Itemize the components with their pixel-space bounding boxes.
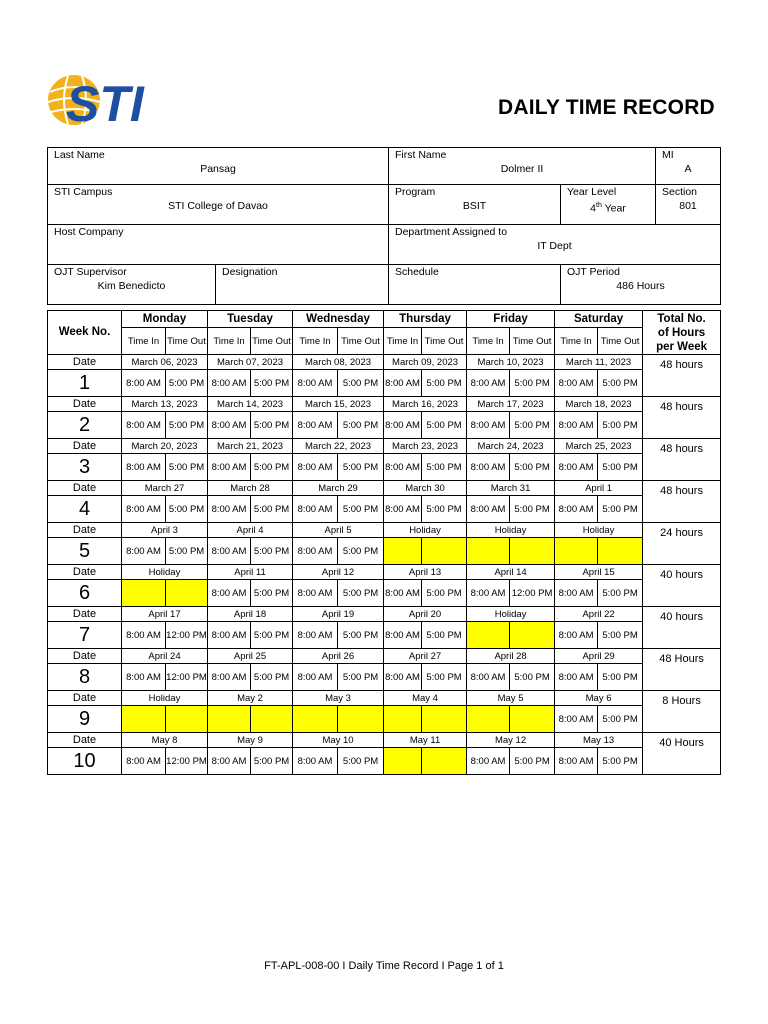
time-out-cell: 5:00 PM: [598, 454, 643, 481]
time-out-cell: 5:00 PM: [598, 370, 643, 397]
time-row: [48, 664, 721, 691]
date-cell: March 14, 2023: [208, 397, 293, 412]
section-label: Section: [662, 186, 698, 198]
time-in-cell: 8:00 AM: [555, 706, 598, 733]
year-level-word: Year: [601, 202, 626, 215]
week-total-hours: 40 hours: [643, 607, 721, 649]
time-out-cell: 5:00 PM: [510, 664, 555, 691]
time-in-cell: 8:00 AM: [293, 748, 338, 775]
day-header-wednesday: Wednesday: [293, 311, 384, 328]
day-header-saturday: Saturday: [555, 311, 643, 328]
time-out-cell: 5:00 PM: [422, 580, 467, 607]
time-out-cell: 5:00 PM: [338, 748, 384, 775]
date-cell: March 21, 2023: [208, 439, 293, 454]
date-cell: April 20: [384, 607, 467, 622]
date-cell: March 15, 2023: [293, 397, 384, 412]
date-cell: April 12: [293, 565, 384, 580]
time-in-cell: 8:00 AM: [555, 496, 598, 523]
time-in-cell: 8:00 AM: [208, 496, 251, 523]
time-in-cell: 8:00 AM: [555, 664, 598, 691]
week-number: 10: [48, 748, 122, 775]
date-cell: April 1: [555, 481, 643, 496]
date-cell: May 12: [467, 733, 555, 748]
date-cell: March 13, 2023: [122, 397, 208, 412]
no-work-cell: [384, 706, 422, 733]
time-out-cell: 5:00 PM: [166, 496, 208, 523]
section-cell: [656, 185, 721, 225]
no-work-cell: [422, 748, 467, 775]
time-in-cell: 8:00 AM: [293, 538, 338, 565]
week-number: 4: [48, 496, 122, 523]
time-out-cell: 5:00 PM: [598, 622, 643, 649]
last-name-cell: [48, 148, 389, 185]
date-cell: March 22, 2023: [293, 439, 384, 454]
time-in-header: Time In: [384, 328, 422, 355]
week-total-hours: 48 Hours: [643, 649, 721, 691]
week-total-hours: 40 Hours: [643, 733, 721, 775]
time-row: [48, 748, 721, 775]
date-cell: May 9: [208, 733, 293, 748]
date-label: Date: [48, 355, 122, 370]
time-out-cell: 5:00 PM: [422, 496, 467, 523]
date-cell: April 27: [384, 649, 467, 664]
time-in-cell: 8:00 AM: [122, 454, 166, 481]
time-out-cell: 5:00 PM: [510, 454, 555, 481]
time-in-header: Time In: [555, 328, 598, 355]
date-row: [48, 565, 721, 580]
date-row: [48, 439, 721, 454]
time-in-cell: 8:00 AM: [555, 412, 598, 439]
schedule-cell: [389, 265, 561, 305]
week-total-hours: 24 hours: [643, 523, 721, 565]
time-in-cell: 8:00 AM: [293, 622, 338, 649]
no-work-cell: [166, 580, 208, 607]
no-work-cell: [467, 706, 510, 733]
no-work-cell: [208, 706, 251, 733]
logo-wordmark: STI: [66, 76, 144, 128]
date-cell: March 16, 2023: [384, 397, 467, 412]
program-value: BSIT: [462, 200, 487, 212]
no-work-cell: [122, 706, 166, 733]
date-cell: April 15: [555, 565, 643, 580]
program-cell: [389, 185, 561, 225]
date-cell: May 3: [293, 691, 384, 706]
time-in-cell: 8:00 AM: [384, 370, 422, 397]
time-out-cell: 5:00 PM: [166, 538, 208, 565]
no-work-cell: [338, 706, 384, 733]
time-in-cell: 8:00 AM: [208, 622, 251, 649]
date-cell: March 18, 2023: [555, 397, 643, 412]
time-out-header: Time Out: [251, 328, 293, 355]
sti-logo: [46, 72, 170, 128]
time-in-cell: 8:00 AM: [208, 454, 251, 481]
time-out-cell: 5:00 PM: [338, 496, 384, 523]
date-row: [48, 523, 721, 538]
time-out-cell: 5:00 PM: [598, 748, 643, 775]
week-total-hours: 48 hours: [643, 355, 721, 397]
total-header-line-2: of Hours: [657, 326, 706, 339]
week-number: 8: [48, 664, 122, 691]
ojt-period-value: 486 Hours: [616, 280, 665, 292]
day-header-friday: Friday: [467, 311, 555, 328]
time-out-cell: 5:00 PM: [338, 580, 384, 607]
date-cell: March 28: [208, 481, 293, 496]
date-cell: Holiday: [555, 523, 643, 538]
date-label: Date: [48, 523, 122, 538]
first-name-cell: [389, 148, 656, 185]
time-in-cell: 8:00 AM: [293, 412, 338, 439]
campus-label: STI Campus: [54, 186, 113, 198]
time-in-header: Time In: [208, 328, 251, 355]
date-label: Date: [48, 439, 122, 454]
time-in-cell: 8:00 AM: [293, 664, 338, 691]
time-row: [48, 412, 721, 439]
time-out-cell: 5:00 PM: [251, 454, 293, 481]
date-cell: May 13: [555, 733, 643, 748]
time-in-cell: 8:00 AM: [384, 454, 422, 481]
time-row: [48, 454, 721, 481]
department-label: Department Assigned to: [395, 226, 508, 238]
time-in-cell: 8:00 AM: [555, 748, 598, 775]
time-out-cell: 5:00 PM: [422, 664, 467, 691]
date-cell: March 29: [293, 481, 384, 496]
date-row: [48, 397, 721, 412]
time-out-header: Time Out: [338, 328, 384, 355]
date-cell: March 31: [467, 481, 555, 496]
time-out-cell: 5:00 PM: [510, 412, 555, 439]
time-in-cell: 8:00 AM: [555, 580, 598, 607]
date-cell: May 10: [293, 733, 384, 748]
total-header-line-3: per Week: [656, 340, 708, 353]
date-row: [48, 355, 721, 370]
last-name-label: Last Name: [54, 149, 105, 161]
designation-cell: [216, 265, 389, 305]
time-row: [48, 622, 721, 649]
date-cell: April 13: [384, 565, 467, 580]
no-work-cell: [467, 622, 510, 649]
no-work-cell: [251, 706, 293, 733]
date-cell: May 6: [555, 691, 643, 706]
date-cell: April 25: [208, 649, 293, 664]
week-no-header: Week No.: [48, 311, 122, 355]
date-cell: April 17: [122, 607, 208, 622]
week-total-hours: 40 hours: [643, 565, 721, 607]
date-cell: April 26: [293, 649, 384, 664]
date-label: Date: [48, 607, 122, 622]
date-cell: March 06, 2023: [122, 355, 208, 370]
campus-value: STI College of Davao: [168, 200, 268, 212]
date-cell: May 8: [122, 733, 208, 748]
date-cell: April 28: [467, 649, 555, 664]
time-out-cell: 5:00 PM: [422, 622, 467, 649]
supervisor-label: OJT Supervisor: [54, 266, 127, 278]
time-out-cell: 5:00 PM: [510, 748, 555, 775]
date-cell: March 09, 2023: [384, 355, 467, 370]
time-out-cell: 5:00 PM: [422, 412, 467, 439]
time-in-cell: 8:00 AM: [208, 412, 251, 439]
mi-label: MI: [662, 149, 674, 161]
time-in-cell: 8:00 AM: [208, 748, 251, 775]
week-number: 6: [48, 580, 122, 607]
time-in-cell: 8:00 AM: [208, 664, 251, 691]
date-label: Date: [48, 691, 122, 706]
date-cell: May 4: [384, 691, 467, 706]
date-cell: March 24, 2023: [467, 439, 555, 454]
time-in-header: Time In: [467, 328, 510, 355]
time-in-cell: 8:00 AM: [293, 580, 338, 607]
time-out-cell: 5:00 PM: [251, 622, 293, 649]
date-cell: April 11: [208, 565, 293, 580]
year-level-label: Year Level: [567, 186, 617, 198]
time-out-cell: 5:00 PM: [166, 412, 208, 439]
time-out-cell: 5:00 PM: [251, 748, 293, 775]
time-in-cell: 8:00 AM: [467, 454, 510, 481]
time-in-cell: 8:00 AM: [384, 580, 422, 607]
time-in-cell: 8:00 AM: [467, 412, 510, 439]
section-value: 801: [679, 200, 697, 212]
time-in-cell: 8:00 AM: [384, 622, 422, 649]
time-in-cell: 8:00 AM: [122, 412, 166, 439]
time-row: [48, 580, 721, 607]
last-name-value: Pansag: [200, 163, 236, 175]
time-out-cell: 5:00 PM: [251, 496, 293, 523]
date-cell: March 30: [384, 481, 467, 496]
student-info-table: [47, 147, 721, 305]
date-row: [48, 481, 721, 496]
date-cell: March 08, 2023: [293, 355, 384, 370]
date-cell: April 14: [467, 565, 555, 580]
total-header-line-1: Total No.: [657, 312, 706, 325]
date-cell: March 10, 2023: [467, 355, 555, 370]
time-in-cell: 8:00 AM: [384, 412, 422, 439]
year-level-cell: [561, 185, 656, 225]
no-work-cell: [422, 538, 467, 565]
date-cell: April 29: [555, 649, 643, 664]
year-level-number: 4: [590, 202, 597, 215]
page-footer: FT-APL-008-00 I Daily Time Record I Page 1 of 1: [264, 960, 504, 972]
date-label: Date: [48, 649, 122, 664]
host-company-cell: [48, 225, 389, 265]
department-value: IT Dept: [537, 240, 572, 252]
week-total-hours: 48 hours: [643, 481, 721, 523]
time-out-cell: 5:00 PM: [166, 454, 208, 481]
time-out-cell: 5:00 PM: [338, 412, 384, 439]
total-hours-header: [643, 311, 721, 355]
time-out-cell: 5:00 PM: [338, 664, 384, 691]
no-work-cell: [384, 538, 422, 565]
day-header-tuesday: Tuesday: [208, 311, 293, 328]
date-cell: March 17, 2023: [467, 397, 555, 412]
date-cell: May 11: [384, 733, 467, 748]
time-in-cell: 8:00 AM: [122, 370, 166, 397]
date-label: Date: [48, 481, 122, 496]
time-in-cell: 8:00 AM: [293, 454, 338, 481]
date-cell: April 18: [208, 607, 293, 622]
date-cell: March 20, 2023: [122, 439, 208, 454]
time-out-cell: 5:00 PM: [510, 370, 555, 397]
date-label: Date: [48, 733, 122, 748]
time-in-cell: 8:00 AM: [122, 538, 166, 565]
date-cell: May 5: [467, 691, 555, 706]
time-out-header: Time Out: [598, 328, 643, 355]
date-cell: March 07, 2023: [208, 355, 293, 370]
host-company-label: Host Company: [54, 226, 124, 238]
first-name-label: First Name: [395, 149, 447, 161]
time-out-cell: 12:00 PM: [166, 622, 208, 649]
week-number: 1: [48, 370, 122, 397]
time-out-cell: 5:00 PM: [338, 622, 384, 649]
no-work-cell: [510, 706, 555, 733]
no-work-cell: [384, 748, 422, 775]
year-level-suffix: th: [596, 202, 602, 209]
no-work-cell: [467, 538, 510, 565]
week-number: 7: [48, 622, 122, 649]
time-out-header: Time Out: [166, 328, 208, 355]
program-label: Program: [395, 186, 436, 198]
time-out-cell: 5:00 PM: [598, 664, 643, 691]
date-cell: April 19: [293, 607, 384, 622]
date-cell: March 23, 2023: [384, 439, 467, 454]
time-in-cell: 8:00 AM: [122, 664, 166, 691]
time-out-cell: 5:00 PM: [251, 580, 293, 607]
date-cell: March 11, 2023: [555, 355, 643, 370]
time-out-cell: 5:00 PM: [510, 496, 555, 523]
date-row: [48, 649, 721, 664]
date-cell: April 3: [122, 523, 208, 538]
date-label: Date: [48, 565, 122, 580]
time-out-cell: 5:00 PM: [166, 370, 208, 397]
time-out-cell: 12:00 PM: [510, 580, 555, 607]
date-cell: Holiday: [467, 607, 555, 622]
document-title: DAILY TIME RECORD: [498, 96, 715, 119]
designation-label: Designation: [222, 266, 278, 278]
time-out-cell: 5:00 PM: [422, 454, 467, 481]
time-in-cell: 8:00 AM: [208, 370, 251, 397]
no-work-cell: [555, 538, 598, 565]
date-cell: March 27: [122, 481, 208, 496]
week-total-hours: 48 hours: [643, 439, 721, 481]
time-in-cell: 8:00 AM: [384, 664, 422, 691]
time-out-header: Time Out: [510, 328, 555, 355]
time-in-cell: 8:00 AM: [467, 496, 510, 523]
campus-cell: [48, 185, 389, 225]
time-out-cell: 12:00 PM: [166, 748, 208, 775]
week-total-hours: 8 Hours: [643, 691, 721, 733]
time-out-cell: 5:00 PM: [598, 580, 643, 607]
time-in-cell: 8:00 AM: [293, 496, 338, 523]
time-record-table: [47, 310, 721, 775]
time-in-header: Time In: [293, 328, 338, 355]
ojt-period-cell: [561, 265, 721, 305]
time-out-cell: 5:00 PM: [338, 454, 384, 481]
date-row: [48, 691, 721, 706]
week-number: 3: [48, 454, 122, 481]
date-cell: April 22: [555, 607, 643, 622]
no-work-cell: [166, 706, 208, 733]
time-out-cell: 5:00 PM: [422, 370, 467, 397]
supervisor-value: Kim Benedicto: [97, 280, 166, 292]
time-in-cell: 8:00 AM: [467, 748, 510, 775]
time-out-cell: 5:00 PM: [251, 370, 293, 397]
time-in-cell: 8:00 AM: [208, 538, 251, 565]
week-total-hours: 48 hours: [643, 397, 721, 439]
time-out-cell: 5:00 PM: [251, 538, 293, 565]
department-cell: [389, 225, 721, 265]
date-row: [48, 607, 721, 622]
schedule-label: Schedule: [395, 266, 439, 278]
time-in-cell: 8:00 AM: [122, 496, 166, 523]
time-out-header: Time Out: [422, 328, 467, 355]
day-header-thursday: Thursday: [384, 311, 467, 328]
year-level-value: [561, 199, 655, 216]
mi-cell: [656, 148, 721, 185]
no-work-cell: [293, 706, 338, 733]
time-in-cell: 8:00 AM: [208, 580, 251, 607]
time-row: [48, 538, 721, 565]
no-work-cell: [510, 622, 555, 649]
no-work-cell: [422, 706, 467, 733]
date-cell: May 2: [208, 691, 293, 706]
ojt-period-label: OJT Period: [567, 266, 620, 278]
time-out-cell: 12:00 PM: [166, 664, 208, 691]
date-row: [48, 733, 721, 748]
time-row: [48, 706, 721, 733]
no-work-cell: [510, 538, 555, 565]
time-out-cell: 5:00 PM: [598, 496, 643, 523]
date-cell: April 4: [208, 523, 293, 538]
no-work-cell: [598, 538, 643, 565]
date-cell: March 25, 2023: [555, 439, 643, 454]
week-number: 5: [48, 538, 122, 565]
date-label: Date: [48, 397, 122, 412]
time-out-cell: 5:00 PM: [251, 412, 293, 439]
time-in-cell: 8:00 AM: [122, 748, 166, 775]
time-in-cell: 8:00 AM: [467, 370, 510, 397]
date-cell: Holiday: [467, 523, 555, 538]
no-work-cell: [122, 580, 166, 607]
mi-value: A: [684, 163, 692, 175]
day-header-monday: Monday: [122, 311, 208, 328]
time-row: [48, 496, 721, 523]
time-out-cell: 5:00 PM: [598, 412, 643, 439]
time-out-cell: 5:00 PM: [251, 664, 293, 691]
time-out-cell: 5:00 PM: [338, 538, 384, 565]
time-row: [48, 370, 721, 397]
time-in-cell: 8:00 AM: [555, 454, 598, 481]
time-in-cell: 8:00 AM: [555, 370, 598, 397]
first-name-value: Dolmer II: [500, 163, 544, 175]
time-out-cell: 5:00 PM: [338, 370, 384, 397]
week-number: 9: [48, 706, 122, 733]
supervisor-cell: [48, 265, 216, 305]
date-cell: Holiday: [384, 523, 467, 538]
date-cell: Holiday: [122, 691, 208, 706]
date-cell: April 24: [122, 649, 208, 664]
time-out-cell: 5:00 PM: [598, 706, 643, 733]
time-in-cell: 8:00 AM: [293, 370, 338, 397]
time-in-header: Time In: [122, 328, 166, 355]
time-in-cell: 8:00 AM: [555, 622, 598, 649]
time-in-cell: 8:00 AM: [384, 496, 422, 523]
week-number: 2: [48, 412, 122, 439]
time-in-cell: 8:00 AM: [122, 622, 166, 649]
time-in-cell: 8:00 AM: [467, 664, 510, 691]
date-cell: Holiday: [122, 565, 208, 580]
time-in-cell: 8:00 AM: [467, 580, 510, 607]
date-cell: April 5: [293, 523, 384, 538]
